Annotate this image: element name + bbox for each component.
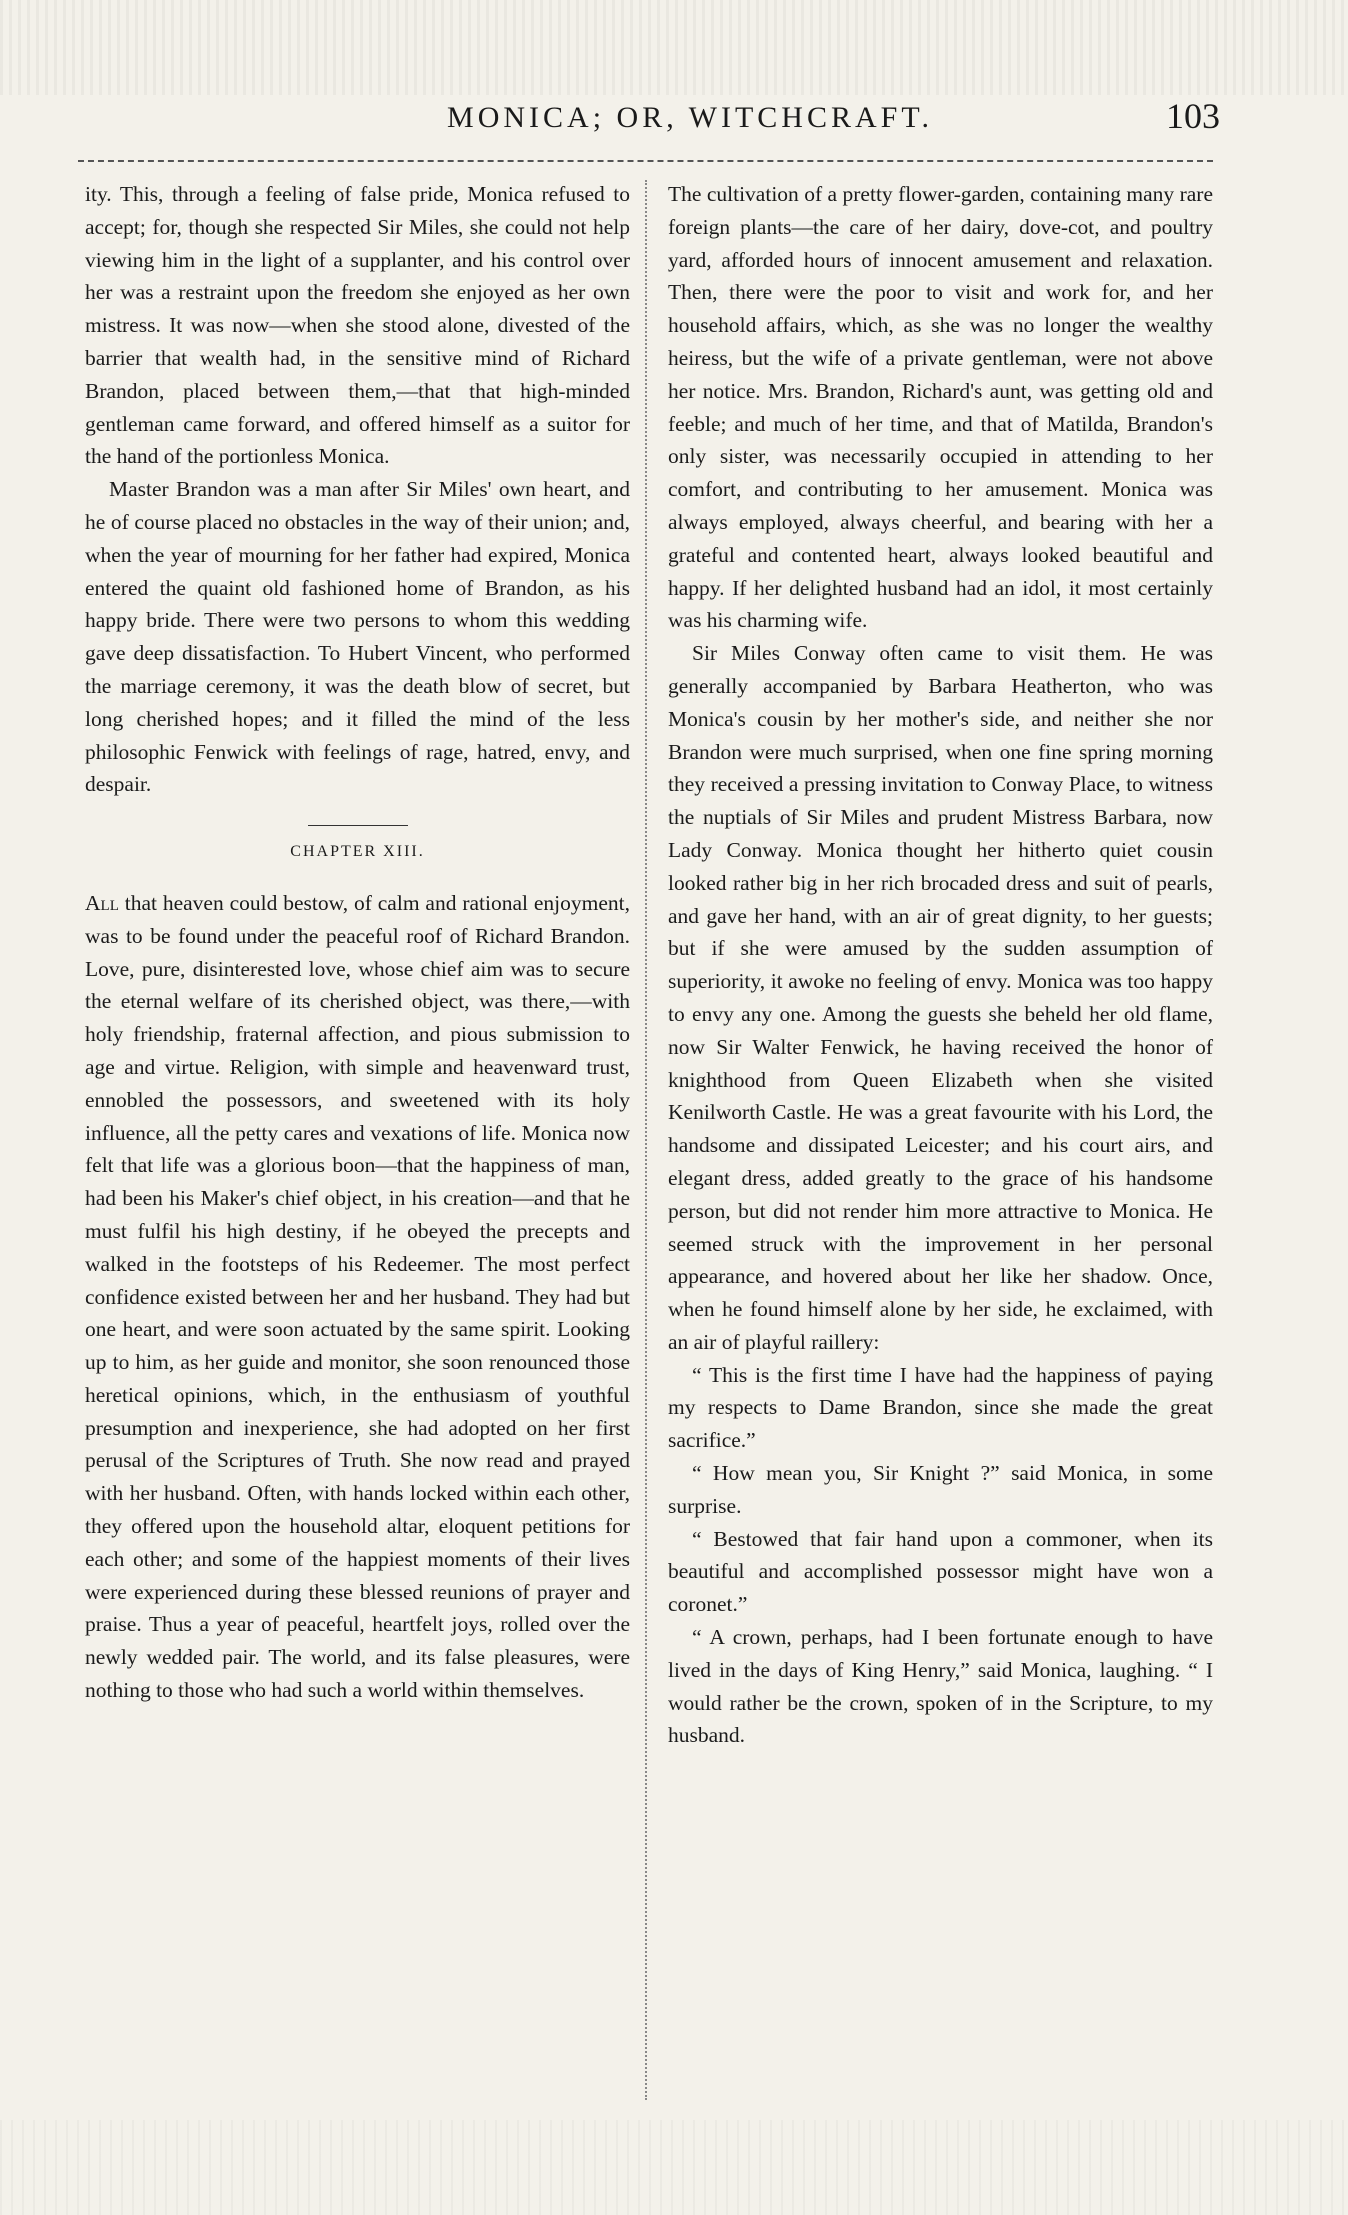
paragraph: Master Brandon was a man after Sir Miles' own heart, and he of course placed no obstacles in the way of their union; and, when the year of mourning for her father had expired, Monica entered the quaint old fashioned home of Brandon, as his happy bride. There were two persons to whom this wedding gave deep dissatisfaction. To Hubert Vincent, who performed the marriage ceremony, it was the death blow of secret, but long cherished hopes; and it filled the mind of the less philosophic Fenwick with feelings of rage, hatred, envy, and despair. [85,477,630,797]
scan-noise-bottom [0,2120,1348,2215]
paragraph: ity. This, through a feeling of false pride, Monica refused to accept; for, though she respected Sir Miles, she could not help viewing him in the light of a supplanter, and his control over her was a restraint upon the freedom she enjoyed as her own mistress. It was now—when she stood alone, divested of the barrier that wealth had, in the sensitive mind of Richard Brandon, placed between them,—that that high-minded gentleman came forward, and offered himself as a suitor for the hand of the portionless Monica. [85,182,630,469]
chapter-heading-block [85,825,630,869]
left-column [85,178,630,1707]
column-divider [645,180,647,2100]
page-header [80,95,1220,145]
scan-noise-top [0,0,1348,95]
paragraph [85,887,630,1707]
header-rule [78,160,1213,162]
paragraph: “ How mean you, Sir Knight ?” said Monica, in some surprise. [668,1461,1213,1518]
paragraph: Sir Miles Conway often came to visit them. He was generally accompanied by Barbara Heatherton, who was Monica's cousin by her mother's side, and neither she nor Brandon were much surprised, when one fine spring morning they received a pressing invitation to Conway Place, to witness the nuptials of Sir Miles and prudent Mistress Barbara, now Lady Conway. Monica thought her hitherto quiet cousin looked rather big in her rich brocaded dress and suit of pearls, and gave her hand, with an air of great dignity, to her guests; but if she were amused by the sudden assumption of superiority, it awoke no feeling of envy. Monica was too happy to envy any one. Among the guests she beheld her old flame, now Sir Walter Fenwick, he having received the honor of knighthood from Queen Elizabeth when she visited Kenilworth Castle. He was a great favourite with his Lord, the handsome and dissipated Leicester; and his court airs, and elegant dress, added greatly to the grace of his handsome person, but did not render him more attractive to Monica. He seemed struck with the improvement in her personal appearance, and hovered about her like her shadow. Once, when he found himself alone by her side, he exclaimed, with an air of playful raillery: [668,641,1213,1354]
chapter-heading: CHAPTER XIII. [290,843,425,861]
page-number: 103 [1166,96,1220,136]
paragraph: The cultivation of a pretty flower-garden, containing many rare foreign plants—the care of her dairy, dove-cot, and poultry yard, afforded hours of innocent amusement and relaxation. Then, there were the poor to visit and work for, and her household affairs, which, as she was no longer the wealthy heiress, but the wife of a private gentleman, were not above her notice. Mrs. Brandon, Richard's aunt, was getting old and feeble; and much of her time, and that of Matilda, Brandon's only sister, was necessarily occupied in attending to her comfort, and contributing to her amusement. Monica was always employed, always cheerful, and bearing with her a grateful and contented heart, always looked beautiful and happy. If her delighted husband had an idol, it most certainly was his charming wife. [668,182,1213,633]
paragraph: “ Bestowed that fair hand upon a commoner, when its beautiful and accomplished possessor might have won a coronet.” [668,1526,1213,1617]
right-column [668,178,1213,1752]
paragraph: “ A crown, perhaps, had I been fortunate enough to have lived in the days of King Henry,” said Monica, laughing. “ I would rather be the crown, spoken of in the Scripture, to my husband. [668,1625,1213,1748]
chapter-rule [308,825,408,826]
paragraph-body: that heaven could bestow, of calm and rational enjoyment, was to be found under the peaceful roof of Richard Brandon. Love, pure, disinterested love, whose chief aim was to secure the eternal welfare of its cherished object, was there,—with holy friendship, fraternal affection, and pious submission to age and virtue. Religion, with simple and heavenward trust, ennobled the possessors, and sweetened with its holy influence, all the petty cares and vexations of life. Monica now felt that life was a glorious boon—that the happiness of man, had been his Maker's chief object, in his creation—and that he must fulfil his high destiny, if he obeyed the precepts and walked in the footsteps of his Redeemer. The most perfect confidence existed between her and her husband. They had but one heart, and were soon actuated by the same spirit. Looking up to him, as her guide and monitor, she soon renounced those heretical opinions, which, in the enthusiasm of youthful presumption and inexperience, she had adopted on her first perusal of the Scriptures of Truth. She now read and prayed with her husband. Often, with hands locked within each other, they offered upon the household altar, eloquent petitions for each other; and some of the happiest moments of their lives were experienced during these blessed reunions of prayer and praise. Thus a year of peaceful, heartfelt joys, rolled over the newly wedded pair. The world, and its false pleasures, were nothing to those who had such a world within themselves. [85,890,630,1703]
running-title: MONICA; OR, WITCHCRAFT. [447,101,933,134]
paragraph: “ This is the first time I have had the happiness of paying my respects to Dame Brandon, since she made the great sacrifice.” [668,1362,1213,1453]
drop-lead-word: All [85,890,119,915]
